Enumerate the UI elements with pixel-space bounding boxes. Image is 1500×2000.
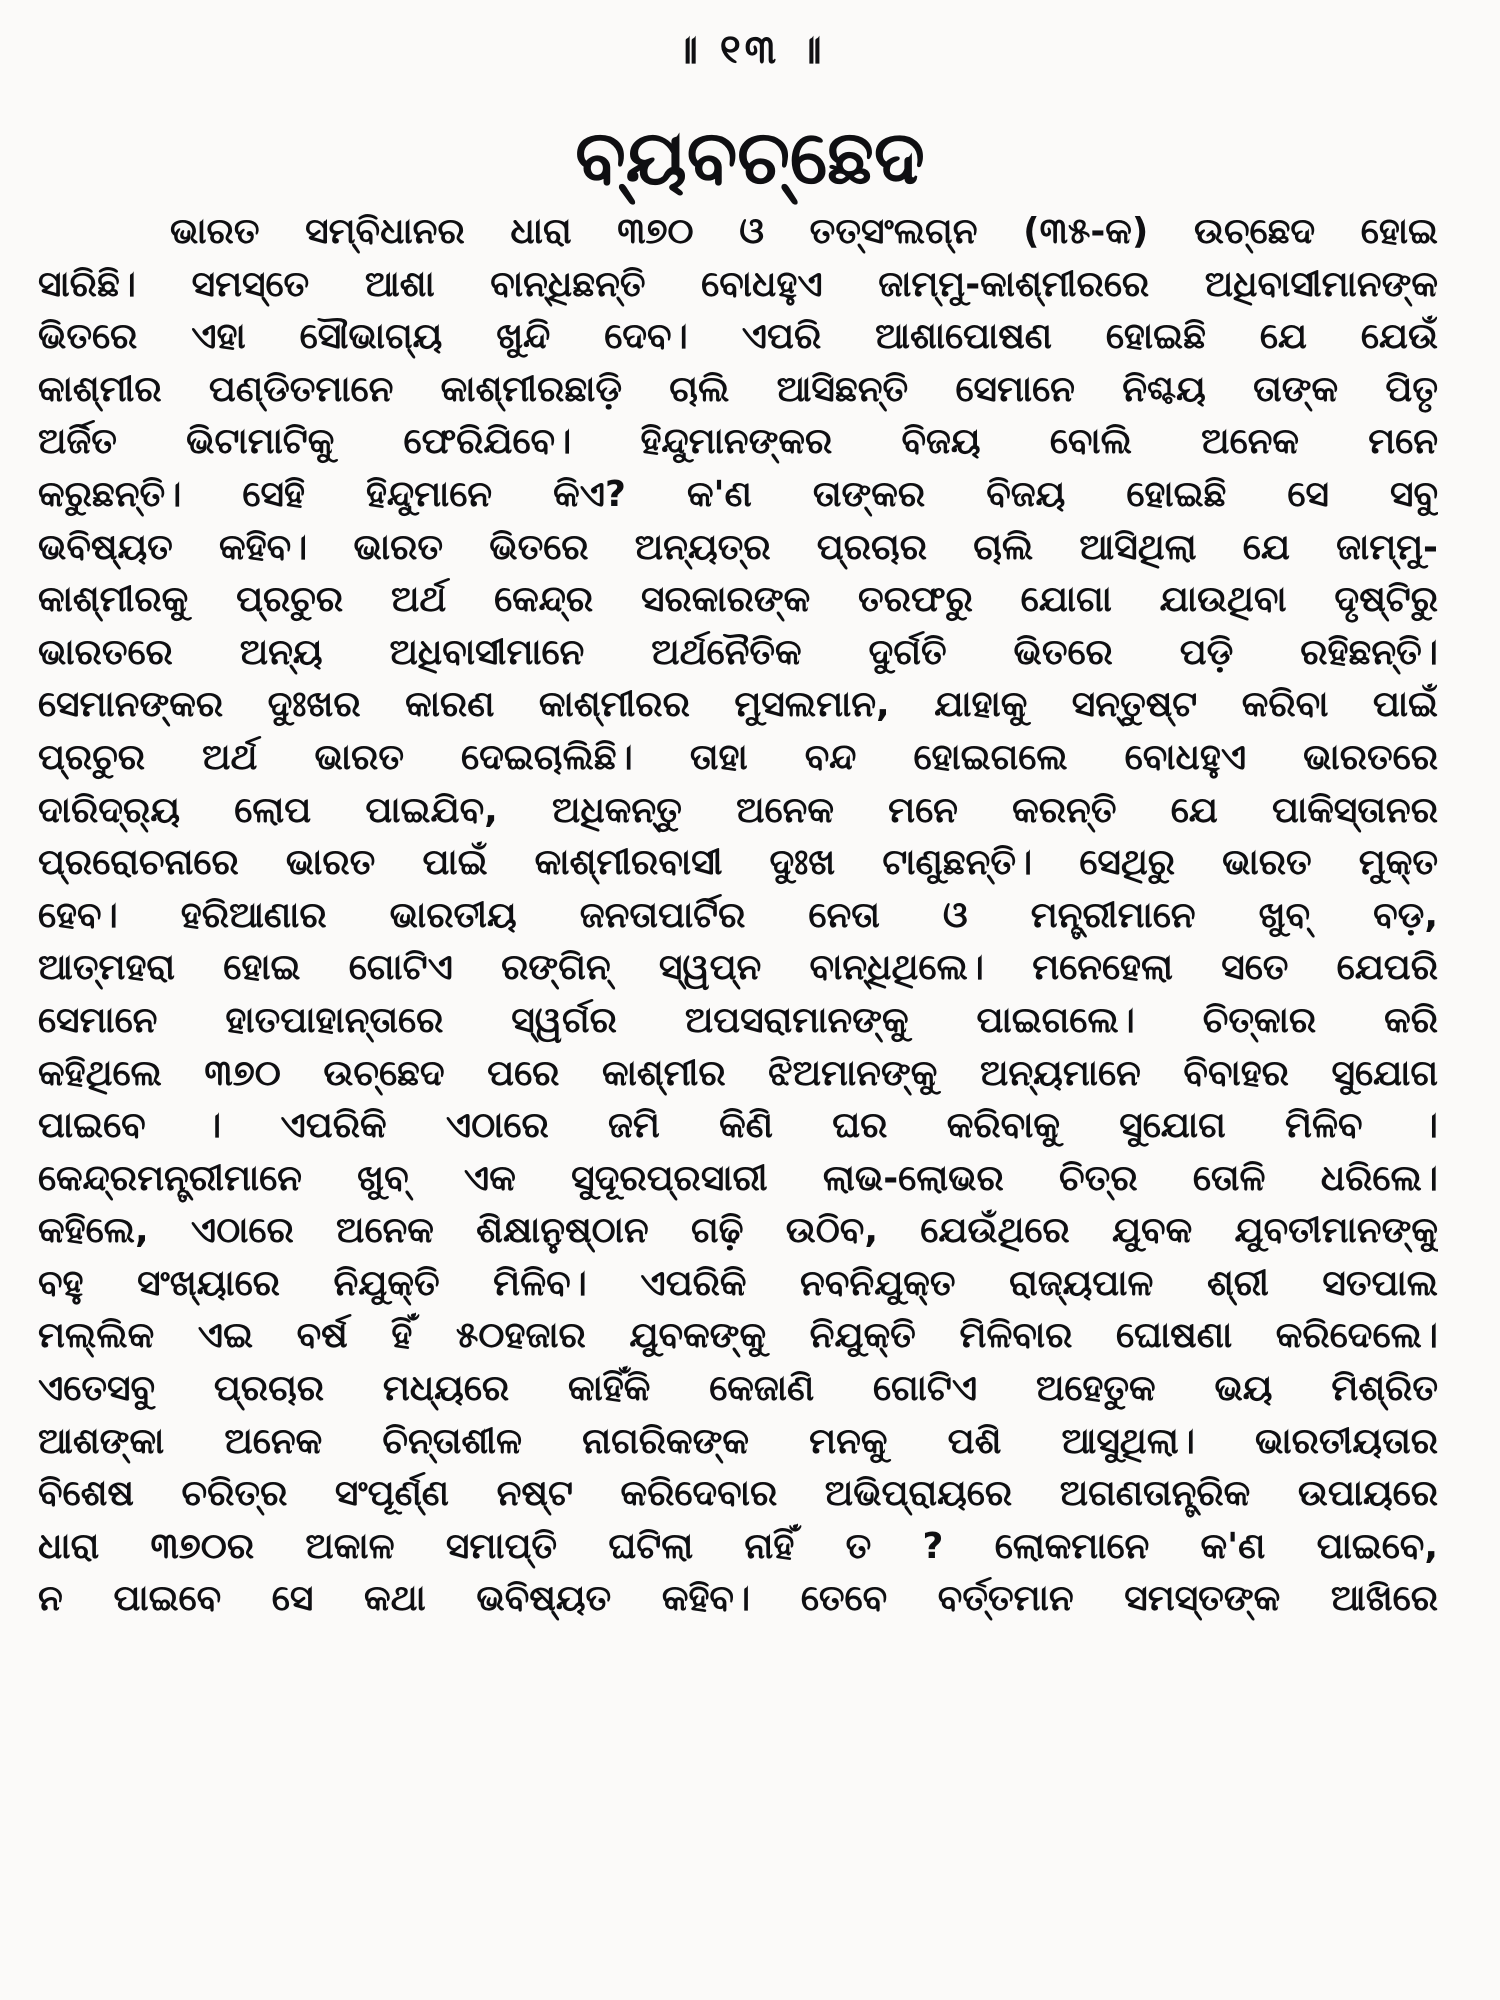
text-line: ଭିତରେ ଏହା ସୌଭାଗ୍ୟ ଖୁନ୍ଦି ଦେବ। ଏପରି ଆଶାପୋଷଣ ହୋଇଛି ଯେ ଯେଉଁ: [38, 316, 1438, 358]
text-line: ବିଶେଷ ଚରିତ୍ର ସଂପୂର୍ଣ୍ଣ ନଷ୍ଟ କରିଦେବାର ଅଭିପ୍ରାୟରେ ଅଗଣତାନ୍ତ୍ରିକ ଉପାୟରେ: [38, 1473, 1438, 1515]
text-line: କାଶ୍ମୀରକୁ ପ୍ରଚୁର ଅର୍ଥ କେନ୍ଦ୍ର ସରକାରଙ୍କ ତରଫରୁ ଯୋଗା ଯାଉଥିବା ଦୃଷ୍ଟିରୁ: [38, 579, 1438, 621]
text-line: ପାଇବେ । ଏପରିକି ଏଠାରେ ଜମି କିଣି ଘର କରିବାକୁ ସୁଯୋଗ ମିଳିବ ।: [38, 1105, 1438, 1147]
text-line: କହିଥିଲେ ୩୭୦ ଉଚ୍ଛେଦ ପରେ କାଶ୍ମୀର ଝିଅମାନଙ୍କୁ ଅନ୍ୟମାନେ ବିବାହର ସୁଯୋଗ: [38, 1052, 1438, 1094]
text-line: ସେମାନଙ୍କର ଦୁଃଖର କାରଣ କାଶ୍ମୀରର ମୁସଲମାନ, ଯାହାକୁ ସନ୍ତୁଷ୍ଟ କରିବା ପାଇଁ: [38, 684, 1438, 726]
text-line: ପ୍ରରୋଚନାରେ ଭାରତ ପାଇଁ କାଶ୍ମୀରବାସୀ ଦୁଃଖ ଟାଣୁଛନ୍ତି। ସେଥିରୁ ଭାରତ ମୁକ୍ତ: [38, 842, 1438, 884]
text-line: ହେବ। ହରିଆଣାର ଭାରତୀୟ ଜନତାପାର୍ଟିର ନେତା ଓ ମନ୍ତ୍ରୀମାନେ ଖୁବ୍ ବଡ଼,: [38, 894, 1438, 936]
text-line: କରୁଛନ୍ତି। ସେହି ହିନ୍ଦୁମାନେ କିଏ? କ'ଣ ତାଙ୍କର ବିଜୟ ହୋଇଛି ସେ ସବୁ: [38, 473, 1438, 515]
text-line: ପ୍ରଚୁର ଅର୍ଥ ଭାରତ ଦେଇଚାଲିଛି। ତାହା ବନ୍ଦ ହୋଇଗଲେ ବୋଧହୁଏ ଭାରତରେ: [38, 736, 1438, 778]
body-text: [38, 206, 1438, 1626]
text-line: ଆଶଙ୍କା ଅନେକ ଚିନ୍ତାଶୀଳ ନାଗରିକଙ୍କ ମନକୁ ପଶି ଆସୁଥିଲା। ଭାରତୀୟତାର: [38, 1420, 1438, 1462]
text-line: ମଲ୍ଲିକ ଏଇ ବର୍ଷ ହିଁ ୫୦ହଜାର ଯୁବକଙ୍କୁ ନିଯୁକ୍ତି ମିଳିବାର ଘୋଷଣା କରିଦେଲେ।: [38, 1315, 1438, 1357]
page-number: ॥ ୧୩ ॥: [674, 27, 826, 73]
text-line: ବହୁ ସଂଖ୍ୟାରେ ନିଯୁକ୍ତି ମିଳିବ। ଏପରିକି ନବନିଯୁକ୍ତ ରାଜ୍ୟପାଳ ଶ୍ରୀ ସତପାଲ: [38, 1262, 1438, 1304]
text-line: ସାରିଛି। ସମସ୍ତେ ଆଶା ବାନ୍ଧିଛନ୍ତି ବୋଧହୁଏ ଜାମ୍ମୁ-କାଶ୍ମୀରରେ ଅଧିବାସୀମାନଙ୍କ: [38, 263, 1438, 305]
text-line: ଭାରତ ସମ୍ବିଧାନର ଧାରା ୩୭୦ ଓ ତତ୍‌ସଂଲଗ୍ନ (୩୫-କ) ଉଚ୍ଛେଦ ହୋଇ: [170, 211, 1438, 252]
text-line: ଆତ୍ମହରା ହୋଇ ଗୋଟିଏ ରଙ୍ଗିନ୍ ସ୍ୱପ୍ନ ବାନ୍ଧିଥିଲେ। ମନେହେଲା ସତେ ଯେପରି: [38, 947, 1438, 989]
text-line: ସେମାନେ ହାତପାହାନ୍ତାରେ ସ୍ୱର୍ଗର ଅପସରାମାନଙ୍କୁ ପାଇଗଲେ। ଚିତ୍କାର କରି: [38, 999, 1438, 1041]
text-line: ଭବିଷ୍ୟତ କହିବ। ଭାରତ ଭିତରେ ଅନ୍ୟତ୍ର ପ୍ରଚାର ଚାଲି ଆସିଥିଲା ଯେ ଜାମ୍ମୁ-: [38, 526, 1438, 568]
text-line: ନ ପାଇବେ ସେ କଥା ଭବିଷ୍ୟତ କହିବ। ତେବେ ବର୍ତ୍ତମାନ ସମସ୍ତଙ୍କ ଆଖିରେ: [38, 1578, 1438, 1620]
text-line: କେନ୍ଦ୍ରମନ୍ତ୍ରୀମାନେ ଖୁବ୍ ଏକ ସୁଦୂରପ୍ରସାରୀ ଲାଭ-ଲୋଭର ଚିତ୍ର ତୋଳି ଧରିଲେ।: [38, 1157, 1438, 1199]
chapter-title: ବ୍ୟବଚ୍ଛେଦ: [575, 115, 925, 201]
text-line: ଦାରିଦ୍ର୍ୟ ଲୋପ ପାଇଯିବ, ଅଧିକନ୍ତୁ ଅନେକ ମନେ କରନ୍ତି ଯେ ପାକିସ୍ତାନର: [38, 789, 1438, 831]
text-line: କାଶ୍ମୀର ପଣ୍ଡିତମାନେ କାଶ୍ମୀରଛାଡ଼ି ଚାଲି ଆସିଛନ୍ତି ସେମାନେ ନିଶ୍ଚୟ ତାଙ୍କ ପିତୃ: [38, 368, 1438, 410]
text-line: ଭାରତରେ ଅନ୍ୟ ଅଧିବାସୀମାନେ ଅର୍ଥନୈତିକ ଦୁର୍ଗତି ଭିତରେ ପଡ଼ି ରହିଛନ୍ତି।: [38, 631, 1438, 673]
text-line: ଅର୍ଜିତ ଭିଟାମାଟିକୁ ଫେରିଯିବେ। ହିନ୍ଦୁମାନଙ୍କର ବିଜୟ ବୋଲି ଅନେକ ମନେ: [38, 421, 1438, 463]
text-line: ଏତେସବୁ ପ୍ରଚାର ମଧ୍ୟରେ କାହିଁକି କେଜାଣି ଗୋଟିଏ ଅହେତୁକ ଭୟ ମିଶ୍ରିତ: [38, 1368, 1438, 1410]
text-line: କହିଲେ, ଏଠାରେ ଅନେକ ଶିକ୍ଷାନୁଷ୍ଠାନ ଗଢ଼ି ଉଠିବ, ଯେଉଁଥିରେ ଯୁବକ ଯୁବତୀମାନଙ୍କୁ: [38, 1210, 1438, 1252]
text-line: ଧାରା ୩୭୦ର ଅକାଳ ସମାପ୍ତି ଘଟିଲା ନାହିଁ ତ ? ଲୋକମାନେ କ'ଣ ପାଇବେ,: [38, 1525, 1438, 1567]
